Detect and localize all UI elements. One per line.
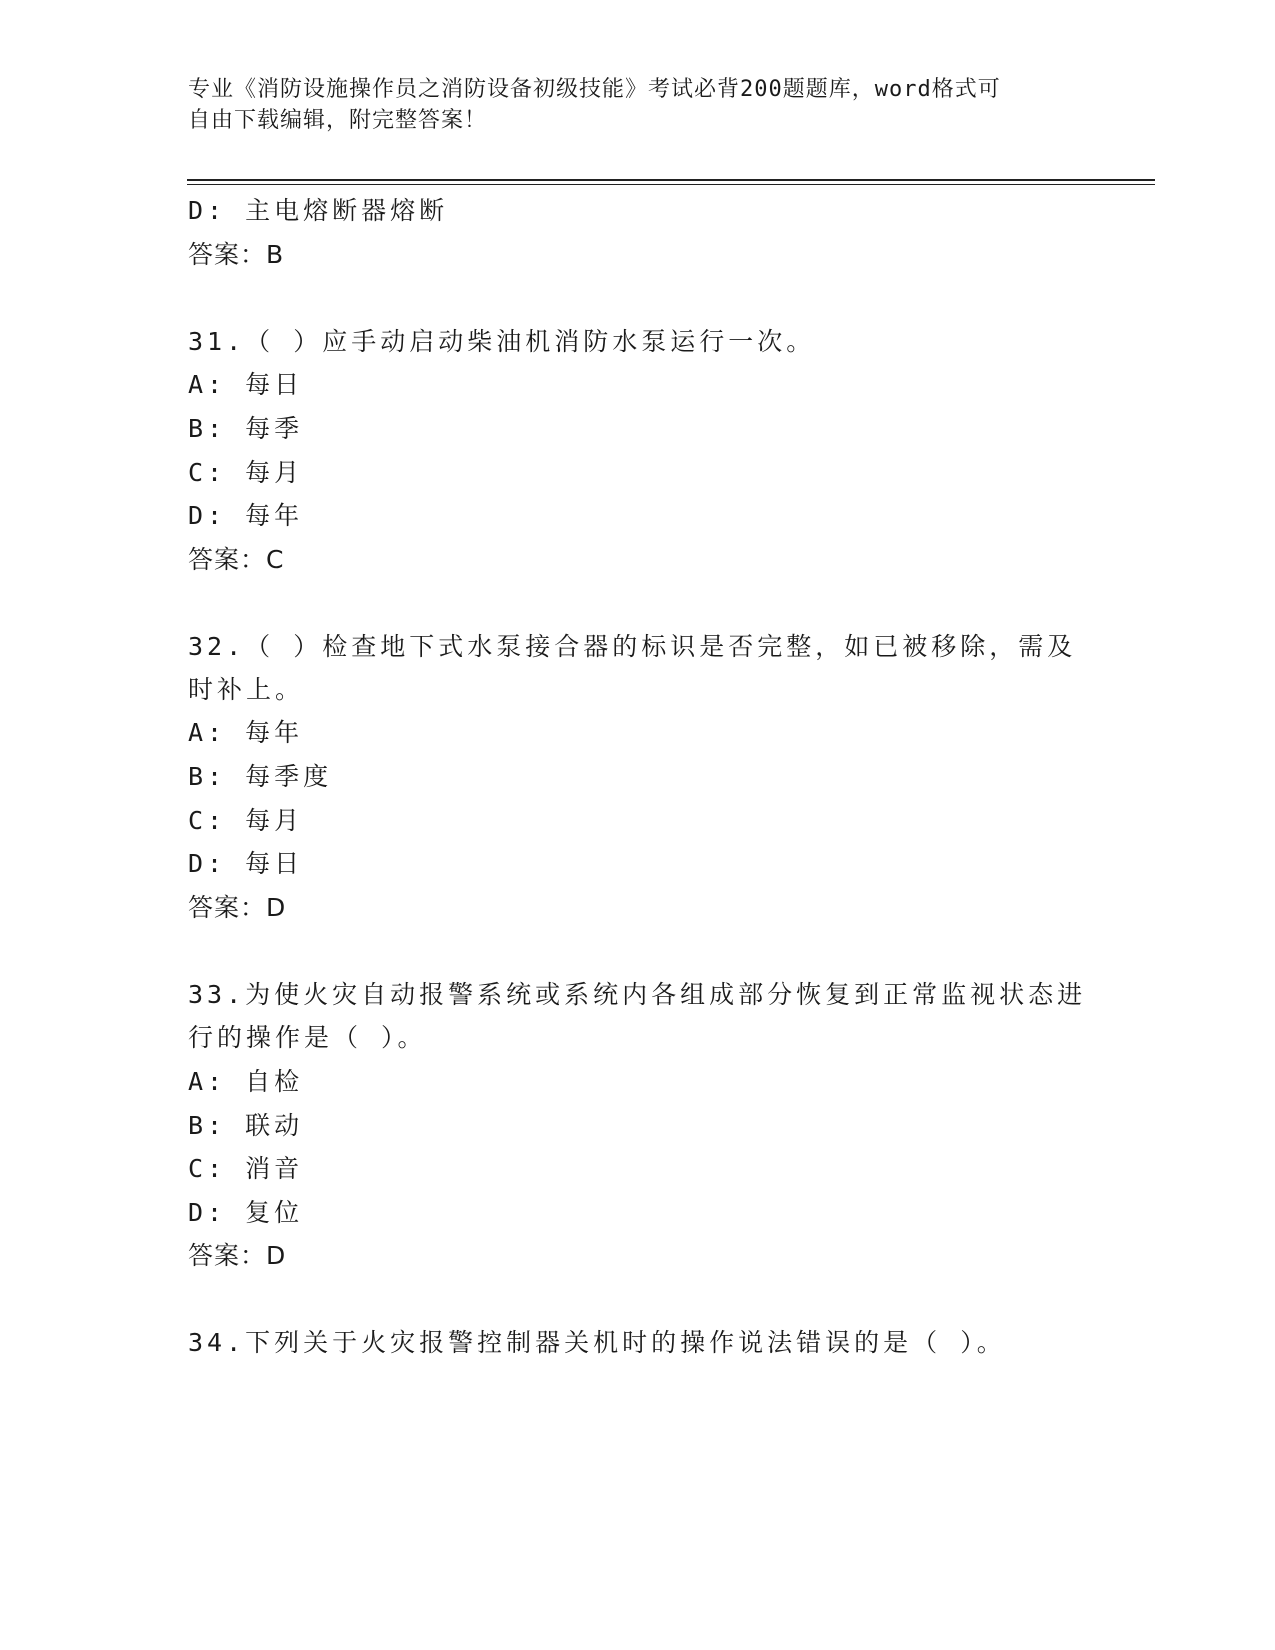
q32-option-b: B: 每季度 bbox=[188, 762, 333, 791]
q33-stem-line-2: 行的操作是（ ）。 bbox=[188, 1023, 427, 1052]
q32-option-a: A: 每年 bbox=[188, 718, 304, 747]
q31-option-c: C: 每月 bbox=[188, 458, 304, 487]
q31-option-a: A: 每日 bbox=[188, 370, 304, 399]
q33-option-b: B: 联动 bbox=[188, 1111, 304, 1140]
q31-stem: 31.（ ）应手动启动柴油机消防水泵运行一次。 bbox=[188, 327, 816, 356]
q33-option-a: A: 自检 bbox=[188, 1067, 304, 1096]
q32-stem-line-1: 32.（ ）检查地下式水泵接合器的标识是否完整，如已被移除，需及 bbox=[188, 632, 1077, 661]
header-divider-thin bbox=[187, 184, 1155, 185]
q33-answer: 答案：D bbox=[188, 1241, 287, 1270]
q32-option-d: D: 每日 bbox=[188, 849, 304, 878]
q33-option-c: C: 消音 bbox=[188, 1154, 304, 1183]
q32-stem-line-2: 时补上。 bbox=[188, 675, 305, 704]
prev-answer: 答案：B bbox=[188, 240, 285, 269]
q34-stem: 34.下列关于火灾报警控制器关机时的操作说法错误的是（ ）。 bbox=[188, 1328, 1006, 1357]
q33-option-d: D: 复位 bbox=[188, 1198, 304, 1227]
document-header bbox=[188, 74, 1088, 136]
header-divider-thick bbox=[187, 179, 1155, 181]
q31-option-d: D: 每年 bbox=[188, 501, 304, 530]
q33-stem-line-1: 33.为使火灾自动报警系统或系统内各组成部分恢复到正常监视状态进 bbox=[188, 980, 1087, 1009]
q31-answer: 答案：C bbox=[188, 545, 285, 574]
header-line-2: 自由下载编辑，附完整答案！ bbox=[188, 108, 488, 133]
q32-option-c: C: 每月 bbox=[188, 806, 304, 835]
q32-answer: 答案：D bbox=[188, 893, 287, 922]
prev-option-d: D: 主电熔断器熔断 bbox=[188, 196, 449, 225]
header-line-1: 专业《消防设施操作员之消防设备初级技能》考试必背200题题库，word格式可 bbox=[188, 77, 1001, 102]
q31-option-b: B: 每季 bbox=[188, 414, 304, 443]
